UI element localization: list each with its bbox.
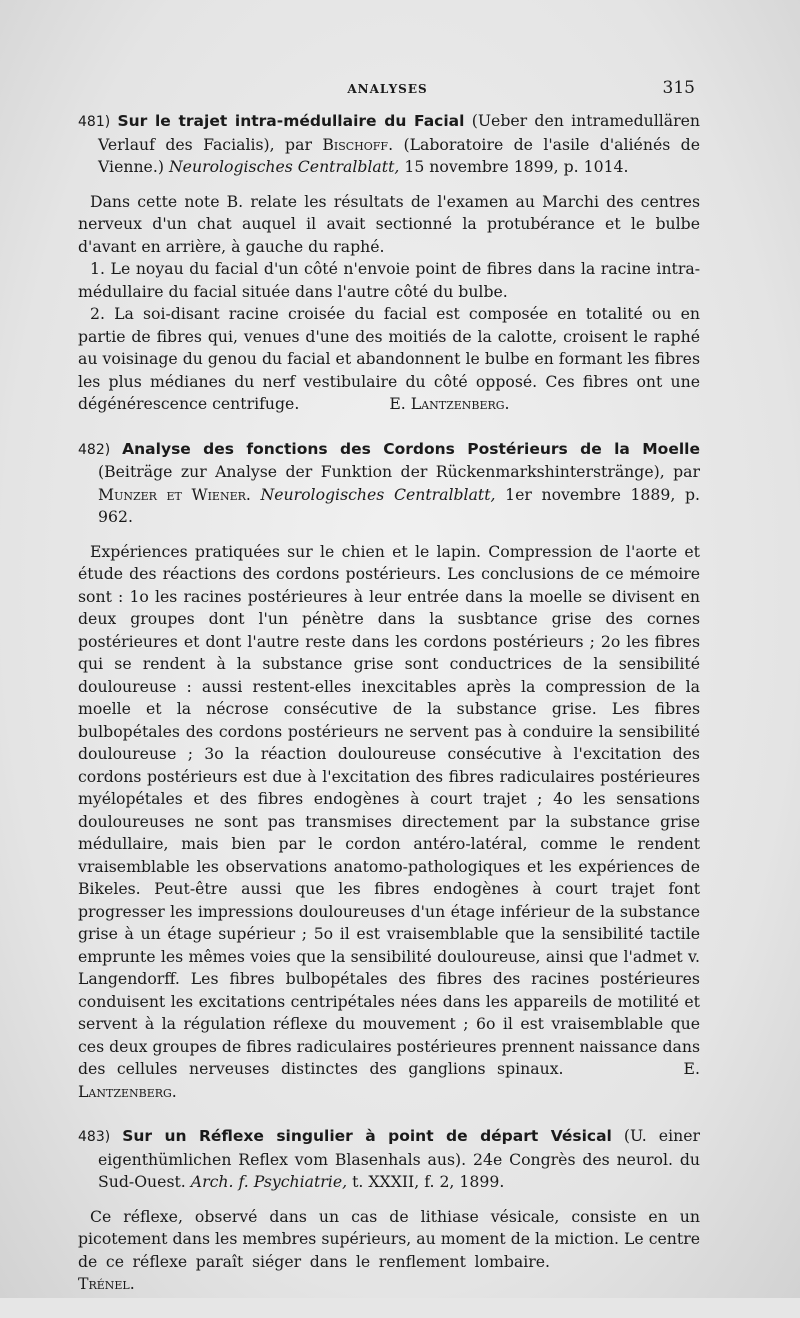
entry-483 — [78, 1125, 700, 1296]
citation-text: . (Laboratoire de l'asile d'aliénés de Vienne.) — [98, 134, 701, 176]
signature: E. Lantzenberg. — [389, 394, 510, 413]
journal-name: Neurologisches Centralblatt, — [260, 484, 496, 504]
signature: E. Lantzenberg. — [78, 1059, 700, 1101]
journal-name: Neurologisches Centralblatt, — [168, 157, 400, 176]
citation-text: (U. einer eigenthümlichen Reflex vom Blasenhals aus). 24e Congrès des neurol. du Sud-Ouest. — [98, 1126, 700, 1191]
citation-text: (Ueber den intramedullären Verlauf des Facialis), par — [98, 111, 700, 154]
paragraph — [78, 541, 700, 1104]
paragraph — [78, 303, 700, 416]
running-head: ANALYSES — [347, 82, 428, 96]
signature: Trénel. — [78, 1274, 135, 1293]
entry-title: Sur un Réflexe singulier à point de départ Vésical — [122, 1127, 612, 1145]
entry-title: Analyse des fonctions des Cordons Postérieurs de la Moelle — [122, 439, 700, 458]
citation-text: (Beiträge zur Analyse der Funktion der Rückenmarkshinterstränge), par — [98, 462, 700, 481]
entry-title: Sur le trajet intra-médullaire du Facial — [117, 112, 465, 130]
journal-name: Arch. f. Psychiatrie, — [190, 1172, 348, 1191]
page-header — [80, 78, 695, 100]
entry-482 — [78, 438, 700, 1104]
paragraph-text: Ce réflexe, observé dans un cas de lithiase vésicale, consiste en un picotement dans les membres supérieurs, au moment de la miction. Le centre de ce réflexe paraît siéger dans le renflement lombaire. — [78, 1206, 700, 1271]
entry-heading — [78, 110, 700, 179]
paragraph: 1. Le noyau du facial d'un côté n'envoie point de fibres dans la racine intra-médullaire du facial située dans l'autre côté du bulbe. — [78, 259, 700, 301]
author-name: Munzer et Wiener — [98, 484, 246, 504]
author-name: Bischoff — [322, 134, 389, 154]
citation-text: t. XXXII, f. 2, 1899. — [347, 1172, 505, 1191]
citation-text: 1er novembre 1889, p. 962. — [98, 484, 700, 526]
paragraph-text: 2. La soi-disant racine croisée du facial est composée en totalité ou en partie de fibres qui, venues d'une des moitiés de la calotte, croisent le raphé au voisinage du genou du facial et abandonnent le bulbe en formant les fibres les plus médianes du nerf vestibulaire du côté opposé. Ces fibres ont une dégénérescence centrifuge. — [78, 304, 700, 413]
entry-number: 483) — [78, 1129, 111, 1145]
entry-heading — [78, 1125, 700, 1194]
paragraph-text: Expériences pratiquées sur le chien et le lapin. Compression de l'aorte et étude des réactions des cordons postérieurs. Les conclusions de ce mémoire sont : 1o les racines postérieures à leur entrée dans la moelle se divisent en deux groupes dont l'un pénètre dans la susbtance grise des cornes postérieures et dont l'autre reste dans les cordons postérieurs ; 2o les fibres qui se rendent à la substance grise sont conductrices de la sensibilité douloureuse : aussi restent-elles inexcitables après la compression de la moelle et la nécrose consécutive de la substance grise. Les fibres bulbopétales des cordons postérieurs ne servent pas à conduire la sensibilité douloureuse ; 3o la réaction douloureuse consécutive à l'excitation des cordons postérieurs est due à l'excitation des fibres radiculaires postérieures myélopétales et des fibres endogènes à court trajet ; 4o les sensations douloureuses ne sont pas transmises directement par la substance grise médullaire, mais bien par le cordon antéro-latéral, comme le rendent vraisemblable les observations anatomo-pathologiques et les expériences de Bikeles. Peut-être aussi que les fibres endogènes à court trajet font progresser les impressions douloureuses d'un étage inférieur de la substance grise à un étage supérieur ; 5o il est vraisemblable que la sensibilité tactile emprunte les mêmes voies que la sensibilité douloureuse, ainsi que l'admet v. Langendorff. Les fibres bulbopétales des fibres des racines postérieures conduisent les excitations centripétales nées dans les appareils de motilité et servent à la régulation réflexe du mouvement ; 6o il est vraisemblable que ces deux groupes de fibres radiculaires postérieures prennent naissance dans des cellules nerveuses distinctes des ganglions spinaux. — [78, 541, 700, 1078]
citation-text: . — [245, 484, 261, 504]
article-column — [78, 110, 700, 1318]
entry-body — [78, 541, 700, 1104]
paragraph: Dans cette note B. relate les résultats de l'examen au Marchi des centres nerveux d'un chat auquel il avait sectionné la protubérance et le bulbe d'avant en arrière, à gauche du raphé. — [78, 191, 700, 256]
page-number: 315 — [662, 78, 695, 98]
entry-number: 481) — [78, 114, 111, 130]
entry-body — [78, 191, 700, 416]
citation-text: 15 novembre 1899, p. 1014. — [399, 157, 629, 176]
entry-heading — [78, 438, 700, 529]
entry-body — [78, 1206, 700, 1296]
entry-481 — [78, 110, 700, 416]
entry-number: 482) — [78, 441, 111, 458]
paragraph — [78, 1206, 700, 1296]
